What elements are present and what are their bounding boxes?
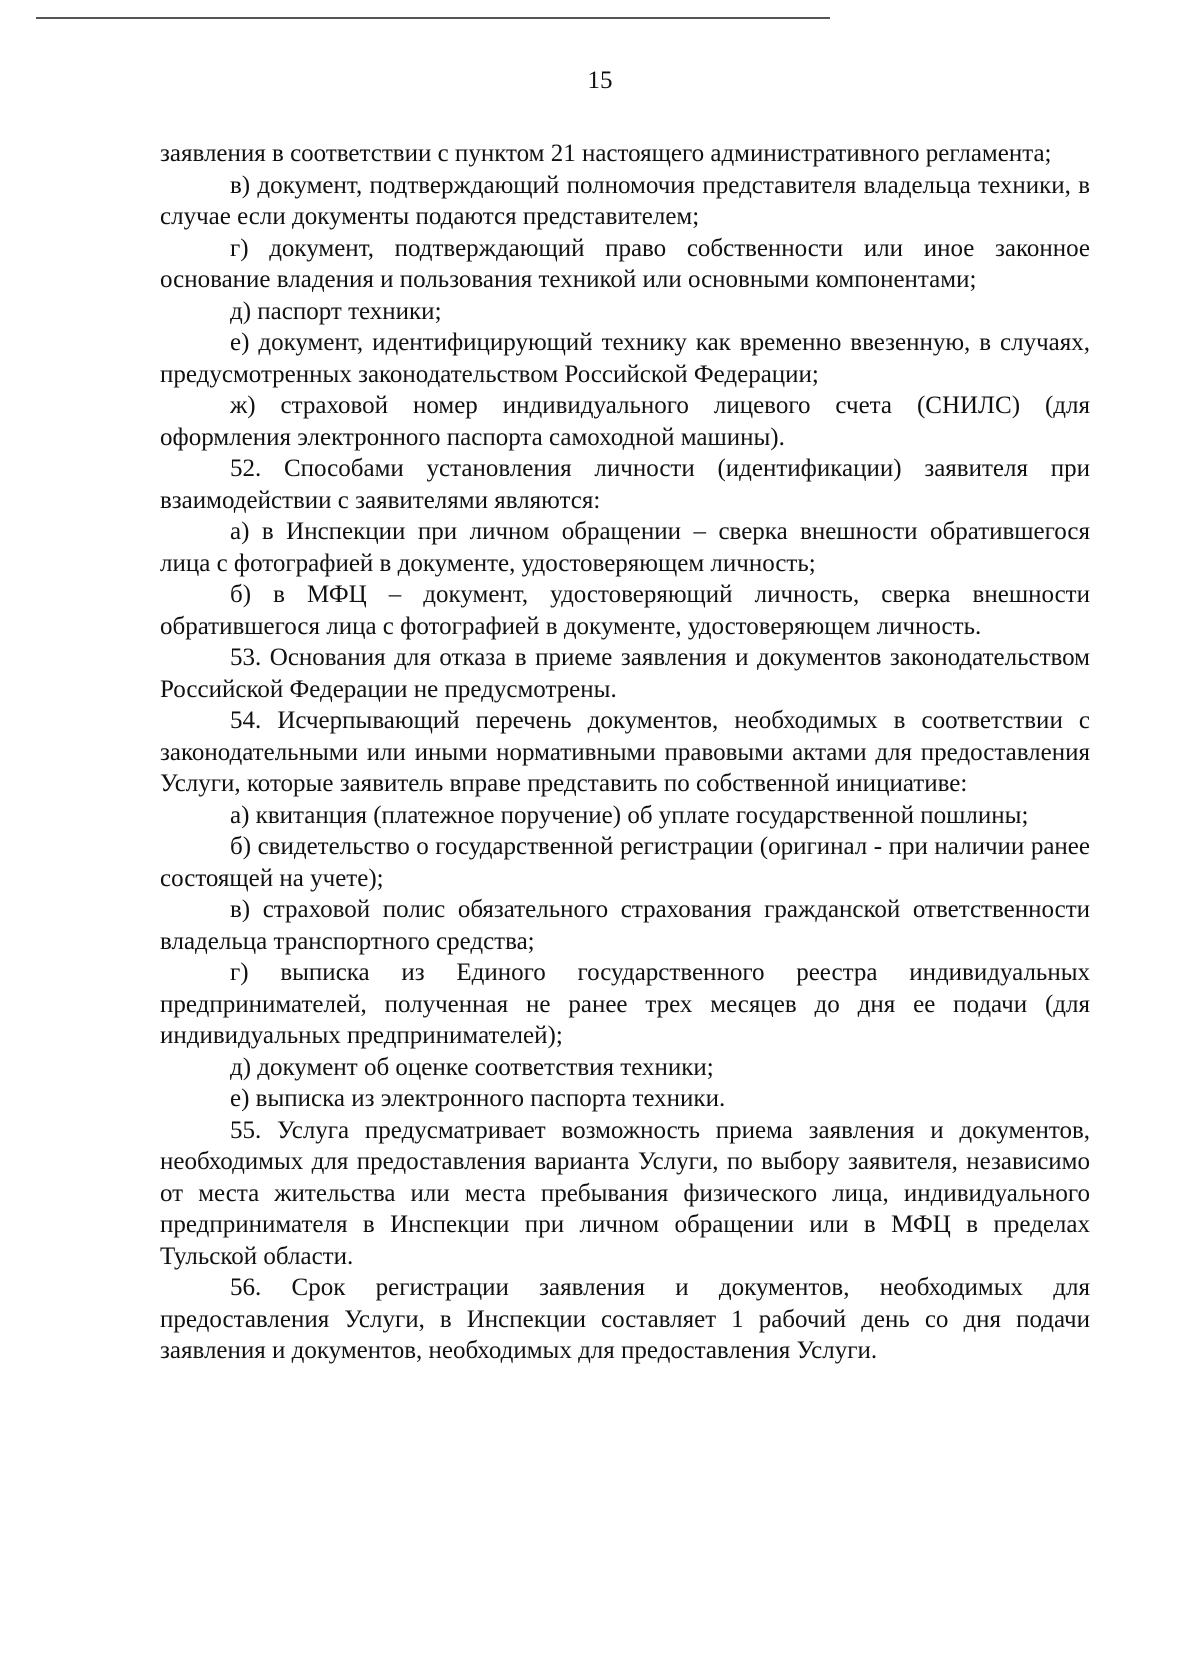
paragraph: д) документ об оценке соответствия техники;	[230, 1053, 714, 1081]
paragraph: в) документ, подтверждающий полномочия представителя владельца техники, в случае если документы подаются представителем;	[160, 171, 1090, 230]
paragraph: 53. Основания для отказа в приеме заявления и документов законодательством Российской Федерации не предусмотрены.	[160, 644, 1090, 703]
paragraph: д) паспорт техники;	[230, 297, 442, 325]
paragraph: а) квитанция (платежное поручение) об уплате государственной пошлины;	[230, 801, 1029, 829]
paragraph: а) в Инспекции при личном обращении – сверка внешности обратившегося лица с фотографией в документе, удостоверяющем личность;	[160, 518, 1090, 577]
document-body	[160, 138, 1090, 1367]
paragraph: 55. Услуга предусматривает возможность приема заявления и документов, необходимых для предоставления варианта Услуги, по выбору заявителя, независимо от места жительства или места пребывания физического лица, индивидуального предпринимателя в Инспекции при личном обращении или в МФЦ в пределах Тульской области.	[160, 1116, 1090, 1270]
paragraph: б) в МФЦ – документ, удостоверяющий личность, сверка внешности обратившегося лица с фотографией в документе, удостоверяющем личность.	[160, 581, 1090, 640]
paragraph: в) страховой полис обязательного страхования гражданской ответственности владельца транспортного средства;	[160, 896, 1090, 955]
top-rule-divider	[36, 17, 830, 19]
paragraph: 56. Срок регистрации заявления и документов, необходимых для предоставления Услуги, в Инспекции составляет 1 рабочий день со дня подачи заявления и документов, необходимых для предоставления Услуги.	[160, 1274, 1090, 1364]
paragraph: е) документ, идентифицирующий технику как временно ввезенную, в случаях, предусмотренных законодательством Российской Федерации;	[160, 329, 1090, 388]
paragraph: ж) страховой номер индивидуального лицевого счета (СНИЛС) (для оформления электронного паспорта самоходной машины).	[160, 392, 1090, 451]
paragraph: г) выписка из Единого государственного реестра индивидуальных предпринимателей, полученная не ранее трех месяцев до дня ее подачи (для индивидуальных предпринимателей);	[160, 959, 1090, 1049]
page-number: 15	[587, 67, 613, 94]
paragraph: 54. Исчерпывающий перечень документов, необходимых в соответствии с законодательными или иными нормативными правовыми актами для предоставления Услуги, которые заявитель вправе представить по собственной инициативе:	[160, 707, 1090, 797]
paragraph: 52. Способами установления личности (идентификации) заявителя при взаимодействии с заявителями являются:	[160, 455, 1090, 514]
paragraph: б) свидетельство о государственной регистрации (оригинал - при наличии ранее состоящей на учете);	[160, 833, 1090, 892]
paragraph: г) документ, подтверждающий право собственности или иное законное основание владения и пользования техникой или основными компонентами;	[160, 234, 1090, 293]
paragraph: заявления в соответствии с пунктом 21 настоящего административного регламента;	[160, 140, 1052, 167]
paragraph: е) выписка из электронного паспорта техники.	[230, 1085, 726, 1112]
